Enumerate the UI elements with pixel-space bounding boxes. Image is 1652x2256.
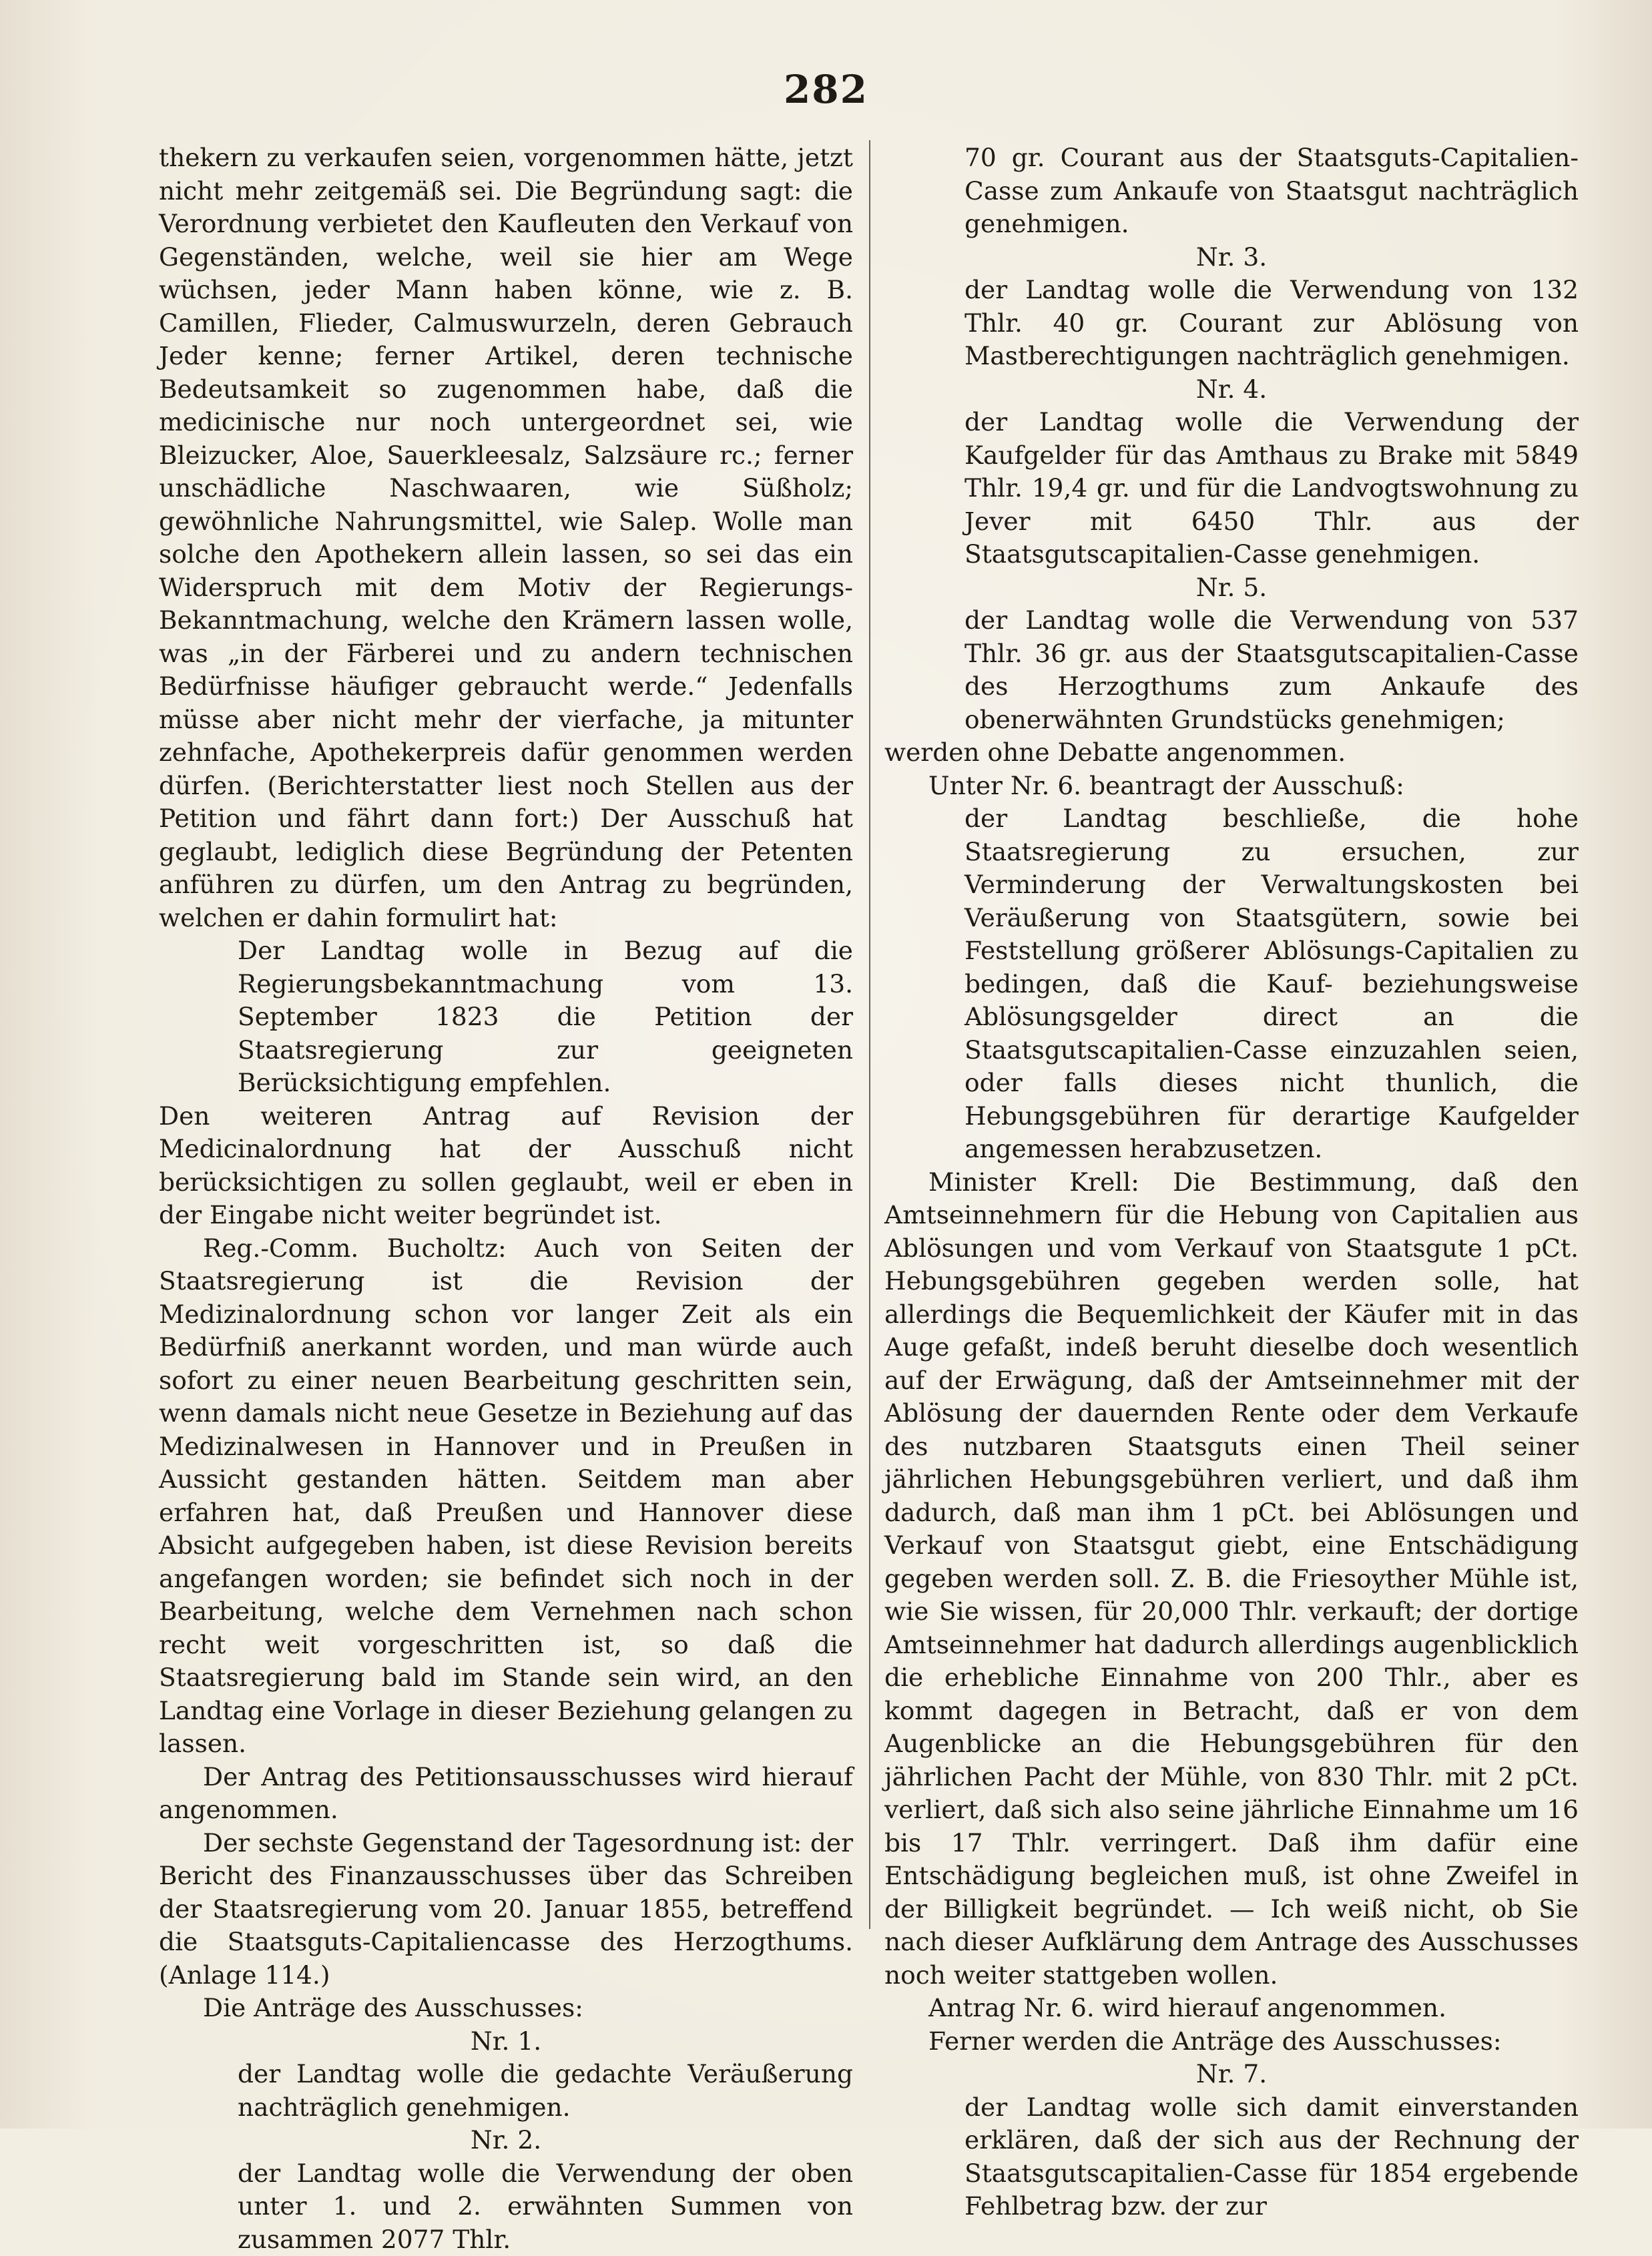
page-number: 282 [0,67,1652,112]
motion-text-3: der Landtag wolle die Verwendung von 132 Thlr. 40 gr. Courant zur Ablösung von Mastberechtigungen nachträglich genehmigen. [884,274,1579,373]
motion-text-2: der Landtag wolle die Verwendung der oben unter 1. und 2. erwähnten Summen von zusammen 2077 Thlr. [159,2157,853,2256]
paragraph-committee-motions: Die Anträge des Ausschusses: [159,1992,853,2025]
paragraph-further-motions: Ferner werden die Anträge des Ausschusses: [884,2025,1579,2058]
motion-text-6: der Landtag beschließe, die hohe Staatsregierung zu ersuchen, zur Verminderung der Verwaltungskosten bei Veräußerung von Staatsgütern, sowie bei Feststellung größerer Ablösungs-Capitalien zu bedingen, daß die Kauf- beziehungsweise Ablösungsgelder direct an die Staatsgutscapitalien-Casse einzuzahlen seien, oder falls dieses nicht thunlich, die Hebungsgebühren für derartige Kaufgelder angemessen herabzusetzen. [884,802,1579,1166]
right-column [884,142,1579,2223]
paragraph-motion-6-accepted: Antrag Nr. 6. wird hierauf angenommen. [884,1992,1579,2025]
motion-number-3: Nr. 3. [884,241,1579,274]
motion-text-regierungsbekanntmachung: Der Landtag wolle in Bezug auf die Regierungsbekanntmachung vom 13. September 1823 die Petition der Staatsregierung zur geeigneten Berücksichtigung empfehlen. [159,934,853,1100]
motion-number-1: Nr. 1. [159,2025,853,2058]
paragraph-petition-reasoning: thekern zu verkaufen seien, vorgenommen hätte, jetzt nicht mehr zeitgemäß sei. Die Begründung sagt: die Verordnung verbietet den Kaufleuten den Verkauf von Gegenständen, welche, weil sie hier am Wege wüchsen, jeder Mann haben könne, wie z. B. Camillen, Flieder, Calmuswurzeln, deren Gebrauch Jeder kenne; ferner Artikel, deren technische Bedeutsamkeit so zugenommen habe, daß die medicinische nur noch untergeordnet sei, wie Bleizucker, Aloe, Sauerkleesalz, Salzsäure rc.; ferner unschädliche Naschwaaren, wie Süßholz; gewöhnliche Nahrungsmittel, wie Salep. Wolle man solche den Apothekern allein lassen, so sei das ein Widerspruch mit dem Motiv der Regierungs-Bekanntmachung, welche den Krämern lassen wolle, was „in der Färberei und zu andern technischen Bedürfnisse häufiger gebraucht werde.“ Jedenfalls müsse aber nicht mehr der vierfache, ja mitunter zehnfache, Apothekerpreis dafür genommen werden dürfen. (Berichterstatter liest noch Stellen aus der Petition und fährt dann fort:) Der Ausschuß hat geglaubt, lediglich diese Begründung der Petenten anführen zu dürfen, um den Antrag zu begründen, welchen er dahin formulirt hat: [159,142,853,934]
paragraph-krell-speech: Minister Krell: Die Bestimmung, daß den Amtseinnehmern für die Hebung von Capitalien aus Ablösungen und vom Verkauf von Staatsgute 1 pCt. Hebungsgebühren gegeben werden solle, hat allerdings die Bequemlichkeit der Käufer mit in das Auge gefaßt, indeß beruht dieselbe doch wesentlich auf der Erwägung, daß der Amtseinnehmer mit der Ablösung der dauernden Rente oder dem Verkaufe des nutzbaren Staatsguts einen Theil seiner jährlichen Hebungsgebühren verliert, und daß ihm dadurch, daß man ihm 1 pCt. bei Ablösungen und Verkauf von Staatsgut giebt, eine Entschädigung gegeben werden soll. Z. B. die Friesoyther Mühle ist, wie Sie wissen, für 20,000 Thlr. verkauft; der dortige Amtseinnehmer hat dadurch allerdings augenblicklich die erhebliche Einnahme von 200 Thlr., aber es kommt dagegen in Betracht, daß er von dem Augenblicke an die Hebungsgebühren für den jährlichen Pacht der Mühle, von 830 Thlr. mit 2 pCt. verliert, daß sich also seine jährliche Einnahme um 16 bis 17 Thlr. verringert. Daß ihm dafür eine Entschädigung begleichen muß, ist ohne Zweifel in der Billigkeit begründet. — Ich weiß nicht, ob Sie nach dieser Aufklärung dem Antrage des Ausschusses noch weiter stattgeben wollen. [884,1166,1579,1992]
paragraph-sixth-agenda-item: Der sechste Gegenstand der Tagesordnung ist: der Bericht des Finanzausschusses über das Schreiben der Staatsregierung vom 20. Januar 1855, betreffend die Staatsguts-Capitaliencasse des Herzogthums. (Anlage 114.) [159,1827,853,1992]
paragraph-adopted-without-debate: werden ohne Debatte angenommen. [884,736,1579,770]
motion-number-7: Nr. 7. [884,2058,1579,2091]
motion-text-4: der Landtag wolle die Verwendung der Kaufgelder für das Amthaus zu Brake mit 5849 Thlr. 19,4 gr. und für die Landvogtswohnung zu Jever mit 6450 Thlr. aus der Staatsgutscapitalien-Casse genehmigen. [884,406,1579,571]
paragraph-revision-medicinalordnung: Den weiteren Antrag auf Revision der Medicinalordnung hat der Ausschuß nicht berücksichtigen zu sollen geglaubt, weil er eben in der Eingabe nicht weiter begründet ist. [159,1100,853,1232]
left-column [159,142,853,2256]
motion-text-2-continued: 70 gr. Courant aus der Staatsguts-Capitalien-Casse zum Ankaufe von Staatsgut nachträglich genehmigen. [884,142,1579,241]
motion-number-5: Nr. 5. [884,571,1579,605]
motion-number-2: Nr. 2. [159,2124,853,2157]
motion-text-1: der Landtag wolle die gedachte Veräußerung nachträglich genehmigen. [159,2058,853,2124]
motion-number-4: Nr. 4. [884,373,1579,406]
column-divider [869,140,870,1929]
motion-text-5: der Landtag wolle die Verwendung von 537 Thlr. 36 gr. aus der Staatsgutscapitalien-Casse des Herzogthums zum Ankaufe des obenerwähnten Grundstücks genehmigen; [884,604,1579,736]
motion-text-7: der Landtag wolle sich damit einverstanden erklären, daß der sich aus der Rechnung der Staatsgutscapitalien-Casse für 1854 ergebende Fehlbetrag bzw. der zur [884,2091,1579,2223]
paragraph-petition-accepted: Der Antrag des Petitionsausschusses wird hierauf angenommen. [159,1761,853,1827]
paragraph-motion-6-intro: Unter Nr. 6. beantragt der Ausschuß: [884,770,1579,803]
paragraph-bucholtz-speech: Reg.-Comm. Bucholtz: Auch von Seiten der Staatsregierung ist die Revision der Medizinalordnung schon vor langer Zeit als ein Bedürfniß anerkannt worden, und man würde auch sofort zu einer neuen Bearbeitung geschritten sein, wenn damals nicht neue Gesetze in Beziehung auf das Medizinalwesen in Hannover und in Preußen in Aussicht gestanden hätten. Seitdem man aber erfahren hat, daß Preußen und Hannover diese Absicht aufgegeben haben, ist diese Revision bereits angefangen worden; sie befindet sich noch in der Bearbeitung, welche dem Vernehmen nach schon recht weit vorgeschritten ist, so daß die Staatsregierung bald im Stande sein wird, an den Landtag eine Vorlage in dieser Beziehung gelangen zu lassen. [159,1232,853,1761]
